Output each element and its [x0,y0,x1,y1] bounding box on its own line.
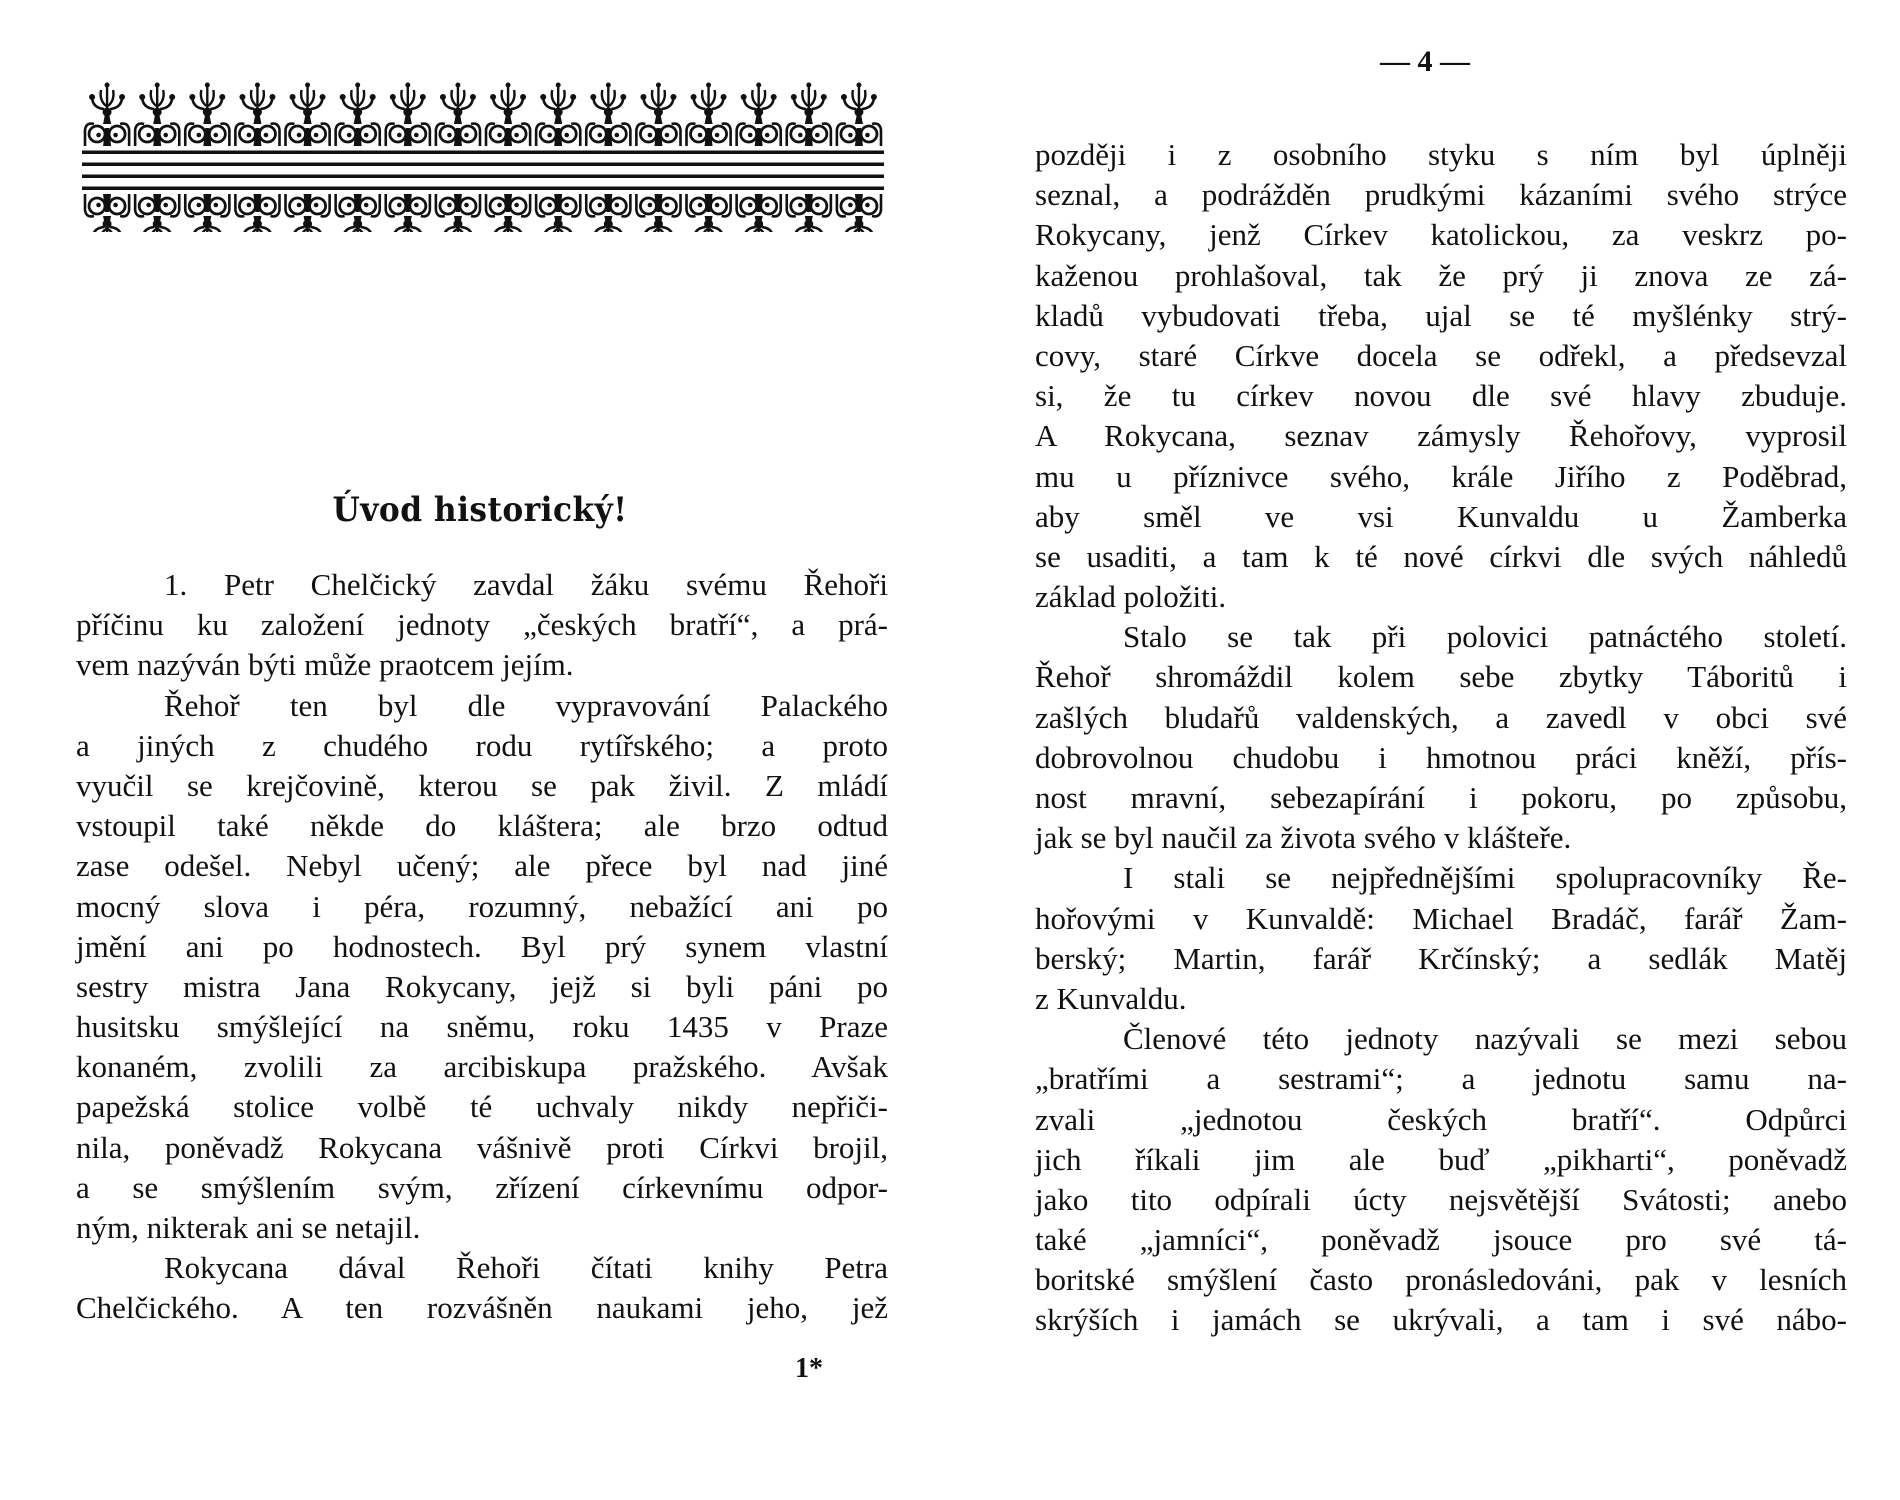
text-line: také „jamníci“, poněvadž jsouce pro své tá- [1035,1222,1847,1258]
text-line: sestry mistra Jana Rokycany, jejž si byli páni po [76,968,888,1004]
text-line: jak se byl naučil za života svého v klášteře. [1035,820,1572,856]
left-page-body-text [76,565,888,1329]
text-line: kladů vybudovati třeba, ujal se té myšlénky strý- [1035,297,1847,333]
text-line: později i z osobního styku s ním byl úplněji [1035,137,1847,172]
text-line: berský; Martin, farář Krčínský; a sedlák Matěj [1035,940,1847,976]
text-line: zvali „jednotou českých bratří“. Odpůrci [1035,1101,1847,1137]
text-line: Stalo se tak při polovici patnáctého století. [1123,619,1847,655]
text-line: jmění ani po hodnostech. Byl prý synem vlastní [76,928,888,964]
text-line: příčinu ku založení jednoty „českých bratří“, a prá- [76,607,888,643]
text-line: boritské smýšlení často pronásledováni, pak v lesních [1035,1262,1847,1298]
text-line: mu u příznivce svého, krále Jiřího z Poděbrad, [1035,458,1847,494]
text-line: papežská stolice volbě té uchvaly nikdy nepřiči- [76,1089,888,1125]
text-line: si, že tu církev novou dle své hlavy zbuduje. [1035,378,1847,414]
text-line: jako tito odpírali úcty nejsvětější Svátosti; anebo [1035,1181,1847,1217]
text-line: a se smýšlením svým, zřízení církevnímu odpor- [76,1169,888,1205]
text-line: Chelčického. A ten rozvášněn naukami jeho, jež [76,1290,888,1326]
ornamental-header-border [82,82,884,232]
text-line: vem nazýván býti může praotcem jejím. [76,647,574,683]
text-line: nost mravní, sebezapírání i pokoru, po způsobu, [1035,780,1847,815]
text-line: konaném, zvolili za arcibiskupa pražského. Avšak [76,1049,888,1085]
text-line: vyučil se krejčovině, kterou se pak živil. Z mládí [76,767,888,803]
text-line: aby směl ve vsi Kunvaldu u Žamberka [1035,498,1847,534]
text-line: Řehoř ten byl dle vypravování Palackého [164,687,888,723]
text-line: 1. Petr Chelčický zavdal žáku svému Řehoři [164,567,888,602]
text-line: základ položiti. [1035,579,1227,615]
text-line: „bratřími a sestrami“; a jednotu samu na- [1035,1061,1847,1097]
text-line: mocný slova i péra, rozumný, nebažící ani po [76,888,888,924]
signature-mark: 1* [795,1353,823,1384]
right-page-body-text [1035,135,1847,1341]
text-line: nila, poněvadž Rokycana vášnivě proti Církvi brojil, [76,1129,888,1165]
text-line: dobrovolnou chudobu i hmotnou práci kněží, přís- [1035,739,1847,775]
text-line: A Rokycana, seznav zámysly Řehořovy, vyprosil [1035,418,1847,454]
text-line: hořovými v Kunvaldě: Michael Bradáč, farář Žam- [1035,900,1847,936]
text-line: I stali se nejpřednějšími spolupracovníky Ře- [1123,860,1847,896]
text-line: Řehoř shromáždil kolem sebe zbytky Táboritů i [1035,659,1847,695]
text-line: se usaditi, a tam k té nové církvi dle svých náhledů [1035,538,1847,574]
text-line: zase odešel. Nebyl učený; ale přece byl nad jiné [76,848,888,884]
text-line: a jiných z chudého rodu rytířského; a proto [76,727,888,763]
text-line: seznal, a podrážděn prudkými kázaními svého strýce [1035,177,1847,213]
palmette-ornament-icon [82,82,884,232]
text-line: ným, nikterak ani se netajil. [76,1210,421,1245]
text-line: kaženou prohlašoval, tak že prý ji znova ze zá- [1035,257,1847,293]
text-line: zašlých bludařů valdenských, a zavedl v obci své [1035,699,1847,735]
page-number: — 4 — [1380,45,1470,78]
text-line: vstoupil také někde do kláštera; ale brzo odtud [76,808,888,844]
right-page [950,0,1900,1500]
chapter-title: Úvod historický! [332,490,628,530]
text-line: husitsku smýšlející na sněmu, roku 1435 v Praze [76,1009,888,1045]
text-line: Rokycana dával Řehoři čítati knihy Petra [164,1250,888,1286]
text-line: Členové této jednoty nazývali se mezi sebou [1123,1021,1847,1057]
text-line: z Kunvaldu. [1035,980,1187,1016]
text-line: jich říkali jim ale buď „pikharti“, poněvadž [1035,1141,1847,1177]
text-line: covy, staré Církve docela se odřekl, a předsevzal [1035,337,1847,373]
text-line: skrýších i jamách se ukrývali, a tam i své nábo- [1035,1302,1847,1338]
text-line: Rokycany, jenž Církev katolickou, za veskrz po- [1035,217,1847,253]
